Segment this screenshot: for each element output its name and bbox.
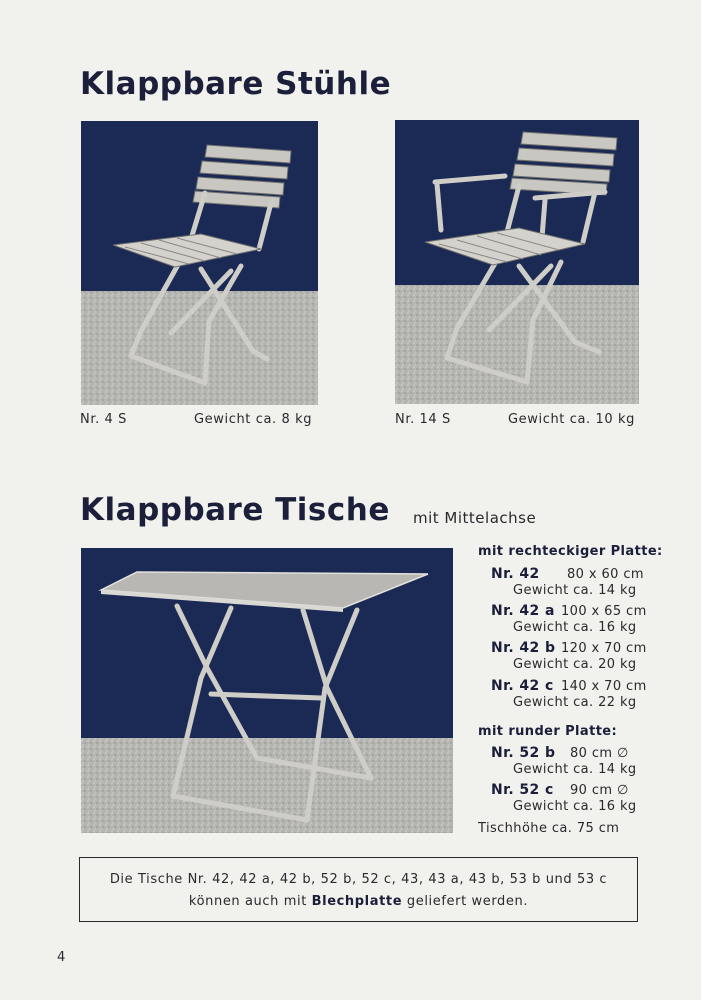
tables-subtitle: mit Mittelachse <box>413 509 537 527</box>
note-line-2 <box>80 894 637 909</box>
note-line-1: Die Tische Nr. 42, 42 a, 42 b, 52 b, 52 c, 43, 43 a, 43 b, 53 b und 53 c <box>109 872 608 887</box>
round-heading: mit runder Platte: <box>478 724 618 739</box>
table-42a-weight: Gewicht ca. 16 kg <box>513 620 637 635</box>
chair-4s-photo <box>81 121 318 405</box>
table-52b-nr: Nr. 52 b <box>491 745 556 761</box>
note-line-2-pre: können auch mit <box>188 894 312 909</box>
table-42b-weight: Gewicht ca. 20 kg <box>513 657 637 672</box>
table-photo <box>81 548 453 833</box>
chair-4s-nr: Nr. 4 S <box>80 412 127 427</box>
chair-4s-weight: Gewicht ca. 8 kg <box>194 412 313 427</box>
table-42c-nr: Nr. 42 c <box>491 678 554 694</box>
table-52c-weight: Gewicht ca. 16 kg <box>513 799 637 814</box>
table-52b-weight: Gewicht ca. 14 kg <box>513 762 637 777</box>
table-42-size: 80 x 60 cm <box>567 567 644 582</box>
table-52c-nr: Nr. 52 c <box>491 782 554 798</box>
table-42a-nr: Nr. 42 a <box>491 603 555 619</box>
table-52c-size: 90 cm ∅ <box>570 783 629 798</box>
note-box <box>79 857 638 922</box>
table-42c-size: 140 x 70 cm <box>561 679 647 694</box>
chair-14s-weight: Gewicht ca. 10 kg <box>508 412 635 427</box>
note-line-2-post: geliefert werden. <box>402 894 529 909</box>
table-42-weight: Gewicht ca. 14 kg <box>513 583 637 598</box>
table-42b-size: 120 x 70 cm <box>561 641 647 656</box>
table-42-nr: Nr. 42 <box>491 566 540 582</box>
chair-14s-nr: Nr. 14 S <box>395 412 451 427</box>
note-line-2-bold: Blechplatte <box>311 894 403 909</box>
chair-14s-photo <box>395 120 639 404</box>
rect-heading: mit rechteckiger Platte: <box>478 544 663 559</box>
table-52b-size: 80 cm ∅ <box>570 746 629 761</box>
page-number: 4 <box>57 950 66 965</box>
tables-heading: Klappbare Tische <box>80 492 390 528</box>
table-42a-size: 100 x 65 cm <box>561 604 647 619</box>
chairs-heading: Klappbare Stühle <box>80 66 392 102</box>
table-42b-nr: Nr. 42 b <box>491 640 556 656</box>
table-height: Tischhöhe ca. 75 cm <box>478 821 620 836</box>
table-42c-weight: Gewicht ca. 22 kg <box>513 695 637 710</box>
